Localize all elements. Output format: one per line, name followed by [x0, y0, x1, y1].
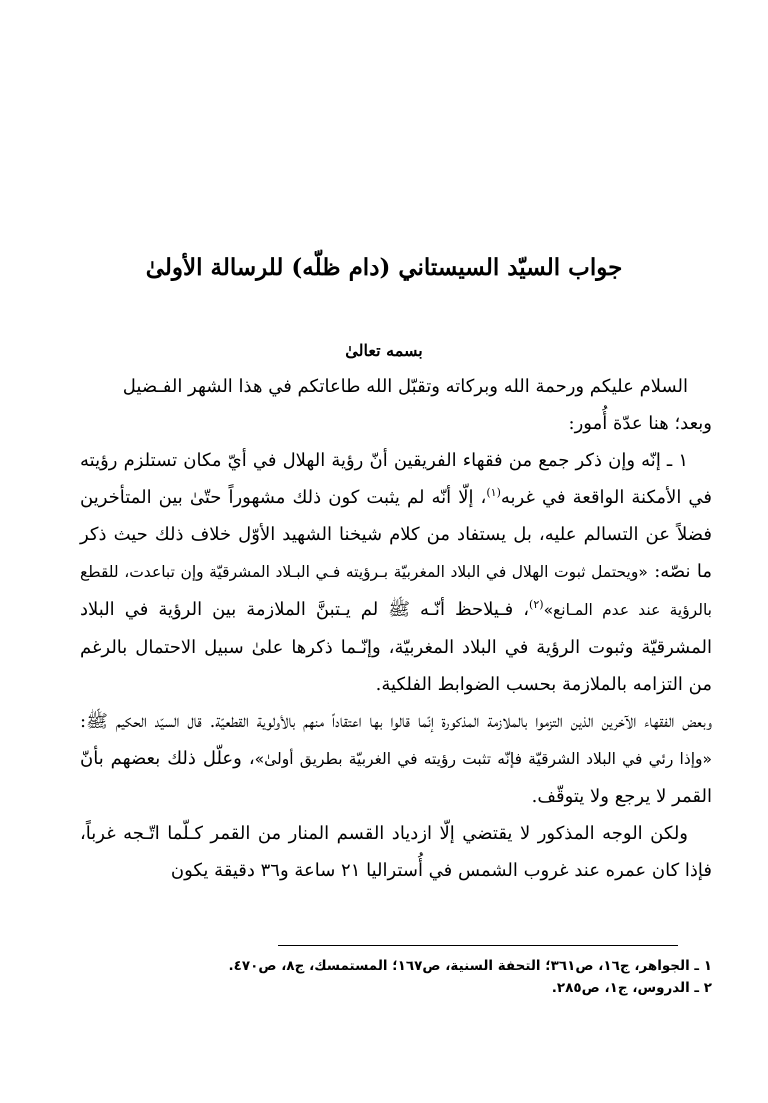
- point-one-text-c: ، فـيلاحظ أنّـه ﷺ لم يـتبنَّ الملازمة بين الرؤية في البلاد المشرقيّة وثبوت الرؤية في البلاد المغربيّة، وإنّـما ذكرها علىٰ سبيل الاحتمال بالرغم من التزامه بالملازمة بحسب الضوابط الفلكية.: [80, 599, 712, 695]
- footnote-2: ٢ ـ الدروس، ج١، ص٢٨٥.: [551, 980, 712, 996]
- footnote-divider: [278, 945, 678, 946]
- greeting-paragraph: السلام عليكم ورحمة الله وبركاته وتقبّل الله طاعاتكم في هذا الشهر الفـضيل: [122, 376, 688, 397]
- footnotes: [130, 955, 712, 999]
- point-one-paragraph: [80, 442, 712, 703]
- footnote-marker-1: (١): [486, 486, 501, 499]
- quotation-shahid: «ويحتمل ثبوت الهلال في البلاد المغربيّة بـرؤيته فـي البـلاد المشرقيّة وإن تباعدت، للقطع بالرؤية عند عدم المـانع»: [80, 563, 712, 619]
- third-paragraph: ولكن الوجه المذكور لا يقتضي إلّا ازدياد القسم المنار من القمر كـلّما اتّـجه غرباً، فإذا كان عمره عند غروب الشمس في أُستراليا ٢١ ساعة و٣٦ دقيقة يكون: [80, 823, 712, 881]
- footnote-marker-2: (٢): [529, 598, 544, 611]
- second-paragraph-text-b: ، وعلّل ذلك بعضهم بأنّ القمر لا يرجع ولا يتوقّف.: [80, 748, 712, 807]
- intro-paragraph: وبعد؛ هنا عدّة أُمور:: [568, 413, 712, 434]
- second-paragraph-text-a: وبعض الفقهاء الآخرين الذين التزموا بالملازمة المذكورة إنّما قالوا بها اعتقاداً منهم بالأولوية القطعيّة. قال السيّد الحكيم ﷺ:: [80, 711, 712, 732]
- letter-body: [80, 368, 712, 889]
- point-one-text-b: ، إلّا أنّه لم يثبت كون ذلك مشهوراً حتّىٰ بين المتأخرين فضلاً عن التسالم عليه، بل يستفاد من كلام شيخنا الشهيد الأوّل خلاف ذلك حيث ذكر ما نصّه:: [80, 487, 712, 582]
- second-paragraph: [80, 703, 712, 815]
- basmala-heading: بسمه تعالىٰ: [345, 341, 423, 360]
- point-one-text-a: ١ ـ إنّه وإن ذكر جمع من فقهاء الفريقين أنّ رؤية الهلال في أيّ مكان تستلزم رؤيته في الأمكنة الواقعة في غربه: [80, 450, 712, 508]
- footnote-1: ١ ـ الجواهر، ج١٦، ص٣٦١؛ التحفة السنية، ص١٦٧؛ المستمسك، ج٨، ص٤٧٠.: [228, 958, 712, 974]
- quotation-hakim: «وإذا رئي في البلاد الشرقيّة فإنّه تثبت رؤيته في الغربيّة بطريق أولىٰ»: [254, 750, 712, 768]
- page-title: جواب السيّد السيستاني (دام ظلّه) للرسالة الأولىٰ: [145, 254, 623, 281]
